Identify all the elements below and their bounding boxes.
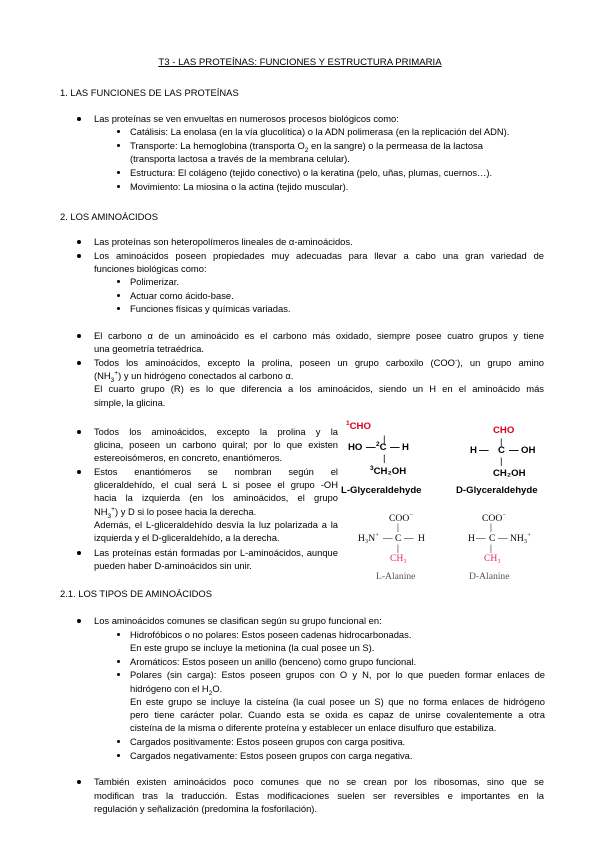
formula-vbond: |: [500, 437, 503, 448]
formula-vbond: |: [383, 453, 386, 464]
page-title: T3 - LAS PROTEÍNAS: FUNCIONES Y ESTRUCTURA PRIMARIA: [158, 57, 442, 68]
list-item-continuation: pero tiene carácter polar. Cuando esta se oxida es capaz de unirse covalentemente a otra: [130, 709, 545, 720]
list-item-continuation: regulación y señalización (predomina la fosforilación).: [94, 803, 318, 814]
formula-vbond: |: [500, 456, 503, 467]
list-item-continuation: (transporta lactosa a través de la membrana celular).: [130, 153, 350, 164]
list-item: Catálisis: La enolasa (en la vía glucolítica) o la ADN polimerasa (en la replicación del ADN).: [130, 126, 510, 137]
list-item-continuation: glicina, poseen un carbono quiral; por lo que existen: [94, 439, 338, 450]
list-item-continuation: En este grupo se incluye la cisteína (la cual posee un S) que no forma enlaces de hidrógeno: [130, 696, 545, 707]
formula-bond: —: [383, 533, 393, 544]
formula-bond: —: [479, 445, 489, 456]
sub-bullet: [117, 185, 120, 188]
formula-h: H: [470, 445, 477, 456]
caption-l-alanine: L-Alanine: [376, 571, 416, 582]
formula-bond: —: [476, 533, 486, 544]
list-item: Hidrofóbicos o no polares: Estos poseen cadenas hidrocarbonadas.: [130, 629, 412, 640]
formula-ch2oh: CH₂OH: [493, 468, 526, 479]
list-item-continuation: $NH_3^+$) y D si lo posee hacia la derecha.: [94, 505, 257, 520]
sub-bullet: [117, 307, 120, 310]
sub-bullet: [117, 171, 120, 174]
formula-bond: —: [509, 445, 519, 456]
sub-bullet: [117, 294, 120, 297]
list-item-continuation: izquierda y el D-gliceraldehído, a la derecha.: [94, 532, 280, 543]
section-heading-aminoacidos: 2. LOS AMINOÁCIDOS: [60, 211, 158, 222]
list-item-continuation: gliceraldehído, el cual será L si posee el grupo -OH: [94, 479, 338, 490]
list-item: Todos los aminoácidos, excepto la prolina, poseen un grupo carboxilo (COO-), un grupo amino: [94, 356, 544, 368]
list-item: Movimiento: La miosina o la actina (tejido muscular).: [130, 181, 349, 192]
list-item: Funciones físicas y químicas variadas.: [130, 303, 291, 314]
formula-bond: —: [366, 442, 376, 453]
sub-bullet: [117, 130, 120, 133]
bullet: [77, 551, 81, 555]
list-item-continuation: hacia la izquierda (en los aminoácidos, el grupo: [94, 492, 338, 503]
bullet: [77, 334, 81, 338]
list-item-continuation: pueden haber D-aminoácidos sin unir.: [94, 560, 252, 571]
list-item-continuation: hidrógeno con el $H_2O$.: [130, 683, 223, 697]
sub-bullet: [117, 754, 120, 757]
bullet: [77, 361, 81, 365]
formula-ho: HO: [348, 442, 363, 453]
caption-d-alanine: D-Alanine: [469, 571, 510, 582]
list-item: También existen aminoácidos poco comunes que no se crean por los ribosomas, sino que se: [94, 776, 544, 787]
sub-bullet: [117, 280, 120, 283]
formula-bond: —: [404, 533, 414, 544]
formula-vbond: |: [490, 522, 492, 533]
list-item-continuation: simple, la glicina.: [94, 397, 166, 408]
section-heading-funciones: 1. LAS FUNCIONES DE LAS PROTEÍNAS: [60, 87, 239, 98]
list-item-continuation: $(NH_3^+)$ y un hidrógeno conectados al carbono α.: [94, 369, 294, 384]
list-item: Actuar como ácido-base.: [130, 290, 234, 301]
bullet: [77, 254, 81, 258]
bullet: [77, 430, 81, 434]
list-item: Los aminoácidos poseen propiedades muy adecuadas para llevar a cabo una gran variedad de: [94, 250, 544, 261]
list-item-continuation: El cuarto grupo (R) es lo que diferencia a los aminoácidos, siendo un H en el aminoácido más: [94, 383, 544, 394]
formula-h3n: H₃N+: [358, 531, 379, 544]
formula-vbond: |: [490, 543, 492, 554]
formula-cho: $^1$CHO: [346, 419, 371, 432]
list-item-continuation: modifican tras la traducción. Estas modificaciones suelen ser reversibles e importantes en la: [94, 790, 544, 801]
formula-coo: COO−: [482, 511, 506, 524]
sub-bullet: [117, 144, 120, 147]
section-heading-tipos: 2.1. LOS TIPOS DE AMINOÁCIDOS: [60, 588, 212, 599]
bullet: [77, 117, 81, 121]
caption-d-glyceraldehyde: D-Glyceraldehyde: [456, 485, 538, 496]
formula-carbon: $^2$C: [376, 440, 387, 453]
list-item: Los aminoácidos comunes se clasifican según su grupo funcional en:: [94, 615, 382, 626]
formula-vbond: |: [397, 522, 399, 533]
list-item: El carbono α de un aminoácido es el carbono más oxidado, siempre posee cuatro grupos y tiene: [94, 330, 544, 341]
list-item-continuation: En este grupo se incluye la metionina (la cual posee un S).: [130, 642, 375, 653]
list-item-continuation: Además, el L-gliceraldehído desvía la luz polarizada a la: [94, 519, 338, 530]
list-item: Todos los aminoácidos, excepto la prolina y la: [94, 426, 338, 437]
list-item: Aromáticos: Estos poseen un anillo (benceno) como grupo funcional.: [130, 656, 417, 667]
formula-h: H: [468, 533, 475, 544]
formula-oh: OH: [521, 445, 536, 456]
formula-bond: —: [390, 442, 400, 453]
list-item-continuation: estereoisómeros, en concreto, enantiómeros.: [94, 452, 283, 463]
formula-vbond: |: [397, 543, 399, 554]
formula-coo: COO−: [389, 511, 413, 524]
formula-h: H: [402, 442, 409, 453]
formula-cho: CHO: [493, 425, 515, 436]
bullet: [77, 470, 81, 474]
list-item: Polimerizar.: [130, 276, 179, 287]
formula-carbon: C: [395, 533, 402, 544]
formula-carbon: C: [498, 445, 505, 456]
formula-nh3: NH₃+: [510, 531, 531, 544]
formula-ch3: CH₃: [390, 553, 407, 564]
bullet: [77, 240, 81, 244]
list-item: Cargados negativamente: Estos poseen grupos con carga negativa.: [130, 750, 413, 761]
list-item: Las proteínas están formadas por L-aminoácidos, aunque: [94, 547, 338, 558]
bullet: [77, 780, 81, 784]
formula-vbond: |: [383, 434, 386, 445]
formula-bond: —: [498, 533, 508, 544]
list-item-continuation: una geometría tetraédrica.: [94, 343, 204, 354]
list-item-continuation: funciones biológicas como:: [94, 263, 207, 274]
sub-bullet: [117, 633, 120, 636]
caption-l-glyceraldehyde: L-Glyceraldehyde: [341, 485, 422, 496]
list-item: Transporte: La hemoglobina (transporta $O_2$ en la sangre) o la permeasa de la lactosa: [130, 140, 483, 154]
list-item: Las proteínas se ven envueltas en numerosos procesos biológicos como:: [94, 113, 399, 124]
list-item: Estos enantiómeros se nombran según el: [94, 466, 338, 477]
list-item: Polares (sin carga): Estos poseen grupos con O y N, por lo que pueden formar enlaces de: [130, 669, 545, 680]
formula-ch2oh: $^3$CH₂OH: [370, 464, 407, 477]
formula-carbon: C: [489, 533, 496, 544]
formula-ch3: CH₃: [484, 553, 501, 564]
list-item-continuation: cisteína de la misma o diferente proteína y establecer un enlace disulfuro que estabiliza.: [130, 722, 497, 733]
sub-bullet: [117, 660, 120, 663]
list-item: Cargados positivamente: Estos poseen grupos con carga positiva.: [130, 736, 406, 747]
list-item: Estructura: El colágeno (tejido conectivo) o la keratina (pelo, uñas, plumas, cuernos…).: [130, 167, 493, 178]
bullet: [77, 619, 81, 623]
list-item: Las proteínas son heteropolímeros lineales de α-aminoácidos.: [94, 236, 353, 247]
formula-h: H: [418, 533, 425, 544]
sub-bullet: [117, 740, 120, 743]
sub-bullet: [117, 673, 120, 676]
